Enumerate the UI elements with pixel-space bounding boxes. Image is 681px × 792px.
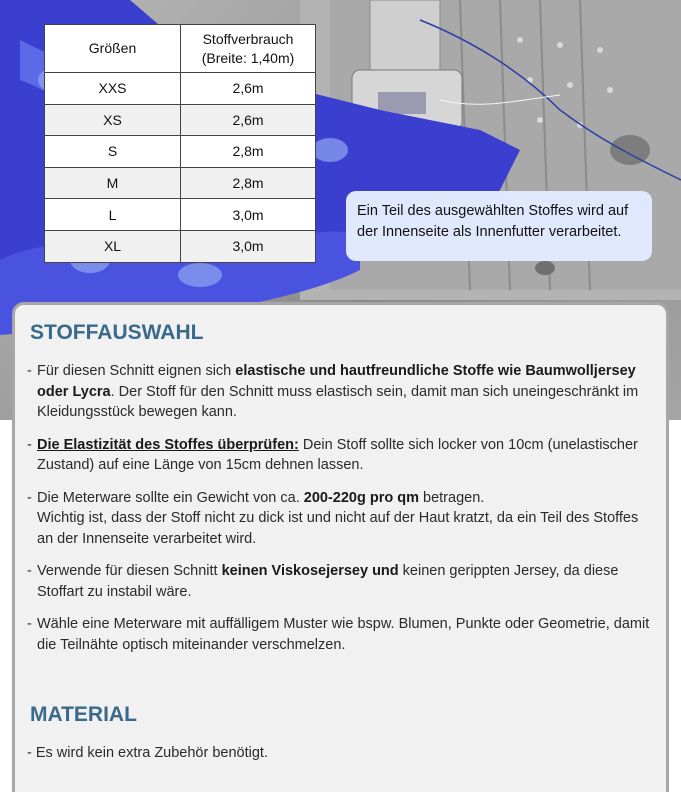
dash: - bbox=[27, 436, 32, 453]
text: Wichtig ist, dass der Stoff nicht zu dick ist und nicht auf der Haut kratzt, da ein Teil des Stoffes an der Innenseite verarbeitet wird. bbox=[37, 510, 639, 547]
photo-caption bbox=[346, 191, 652, 261]
header-fabric-line2: (Breite: 1,40m) bbox=[201, 49, 295, 66]
size-cell: S bbox=[45, 136, 181, 168]
size-cell: L bbox=[45, 199, 181, 231]
table-row bbox=[45, 167, 316, 199]
text: Für diesen Schnitt eignen sich bbox=[37, 363, 236, 379]
bold-text: keinen Viskosejersey und bbox=[221, 563, 399, 579]
text: Wähle eine Meterware mit auffälligem Muster wie bspw. Blumen, Punkte oder Geometrie, damit die Teilnähte optisch miteinander verschmelzen. bbox=[37, 616, 650, 653]
text: Verwende für diesen Schnitt bbox=[37, 563, 222, 579]
table-row bbox=[45, 104, 316, 136]
text: Die Meterware sollte ein Gewicht von ca. bbox=[37, 489, 304, 506]
section-title-stoffauswahl: STOFFAUSWAHL bbox=[30, 321, 204, 344]
text: betragen. bbox=[419, 489, 485, 506]
size-cell: M bbox=[45, 167, 181, 199]
list-item bbox=[27, 435, 657, 476]
dash: - bbox=[27, 489, 32, 506]
table-row bbox=[45, 136, 316, 168]
table-row bbox=[45, 73, 316, 105]
table-header-row bbox=[45, 25, 316, 73]
amount-cell: 2,6m bbox=[181, 104, 316, 136]
table-row bbox=[45, 230, 316, 262]
list-item bbox=[27, 361, 657, 423]
dash: - bbox=[27, 363, 32, 379]
bold-text: elastische und hautfreundliche Stoffe wie Baumwolljersey oder Lycra bbox=[37, 363, 636, 400]
list-item bbox=[27, 561, 657, 602]
amount-cell: 3,0m bbox=[181, 230, 316, 262]
header-fabric-consumption bbox=[181, 25, 316, 73]
text: Dein Stoff sollte sich locker von 10cm (unelastischer Zustand) auf eine Länge von 15cm dehnen lassen. bbox=[37, 436, 638, 473]
header-fabric-line1: Stoffverbrauch bbox=[202, 30, 294, 47]
size-cell: XXS bbox=[45, 73, 181, 105]
list-item bbox=[27, 614, 657, 655]
stoffauswahl-list bbox=[27, 361, 657, 667]
header-sizes: Größen bbox=[45, 25, 181, 73]
table-row bbox=[45, 199, 316, 231]
content-card bbox=[12, 302, 669, 792]
size-cell: XS bbox=[45, 104, 181, 136]
size-cell: XL bbox=[45, 230, 181, 262]
caption-line1: Ein Teil des ausgewählten Stoffes wird auf bbox=[357, 203, 629, 219]
amount-cell: 2,6m bbox=[181, 73, 316, 105]
section-title-material: MATERIAL bbox=[30, 703, 137, 726]
dash: - bbox=[27, 616, 32, 632]
bold-text: 200-220g pro qm bbox=[303, 489, 419, 506]
amount-cell: 3,0m bbox=[181, 199, 316, 231]
size-table bbox=[44, 24, 316, 263]
amount-cell: 2,8m bbox=[181, 167, 316, 199]
list-item bbox=[27, 488, 657, 550]
text: . Der Stoff für den Schnitt muss elastisch sein, damit man sich uneingeschränkt im Kleidungsstück bewegen kann. bbox=[37, 383, 639, 420]
dash: - bbox=[27, 563, 32, 579]
underlined-bold-text: Die Elastizität des Stoffes überprüfen: bbox=[37, 436, 299, 453]
material-text: - Es wird kein extra Zubehör benötigt. bbox=[27, 745, 268, 761]
caption-line2: der Innenseite als Innenfutter verarbeitet. bbox=[357, 224, 622, 240]
amount-cell: 2,8m bbox=[181, 136, 316, 168]
text: keinen gerippten Jersey, da diese Stoffart zu instabil wäre. bbox=[37, 563, 619, 600]
